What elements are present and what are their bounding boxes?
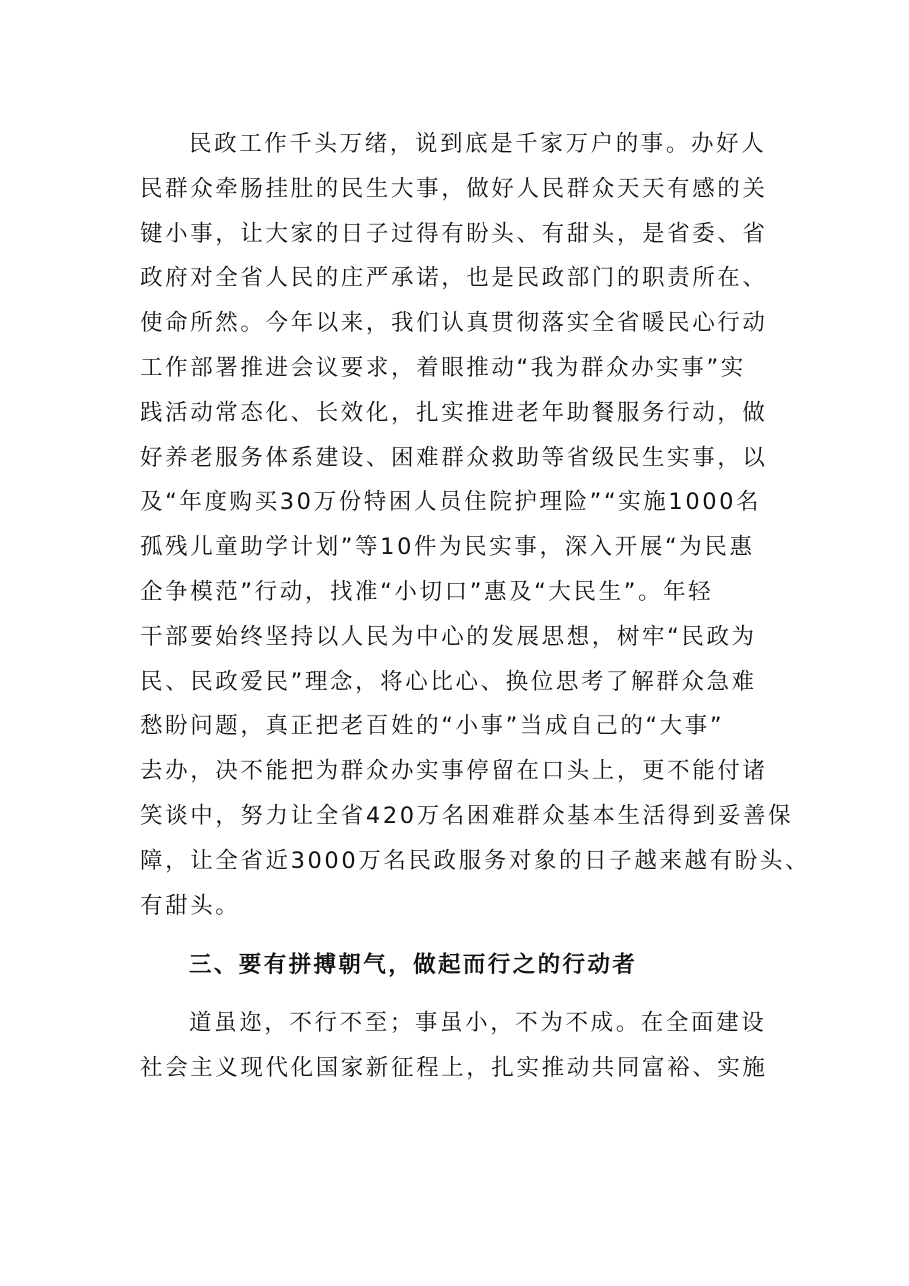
text-line: 及“年度购买30万份特困人员住院护理险”“实施1000名 [140,489,762,516]
text-line: 笑谈中，努力让全省420万名困难群众基本生活得到妥善保 [140,802,794,829]
text-line: 有甜头。 [140,892,241,919]
document-body [140,122,811,1091]
text-line: 企争模范”行动，找准“小切口”惠及“大民生”。年轻 [140,578,714,605]
text-line: 政府对全省人民的庄严承诺，也是民政部门的职责所在、 [140,265,768,292]
text-line: 干部要始终坚持以人民为中心的发展思想，树牢“民政为 [140,623,757,650]
text-line: 好养老服务体系建设、困难群众救助等省级民生实事，以 [140,444,768,471]
text-line: 道虽迩，不行不至；事虽小，不为不成。在全面建设 [189,1010,767,1037]
paragraph-1 [140,122,811,928]
text-line: 孤残儿童助学计划”等10件为民实事，深入开展“为民惠 [140,534,755,561]
text-line: 践活动常态化、长效化，扎实推进老年助餐服务行动，做 [140,399,768,426]
text-line: 工作部署推进会议要求，着眼推动“我为群众办实事”实 [140,354,746,381]
text-line: 社会主义现代化国家新征程上，扎实推动共同富裕、实施 [140,1055,768,1082]
text-line: 民政工作千头万绪，说到底是千家万户的事。办好人 [189,131,767,157]
text-line: 民、民政爱民”理念，将心比心、换位思考了解群众急难 [140,668,757,695]
text-line: 障，让全省近3000万名民政服务对象的日子越来越有盼头、 [140,847,811,874]
text-line: 愁盼问题，真正把老百姓的“小事”当成自己的“大事” [140,713,725,740]
text-line: 键小事，让大家的日子过得有盼头、有甜头，是省委、省 [140,220,768,247]
paragraph-2 [140,1001,780,1091]
section-heading: 三、要有拼搏朝气，做起而行之的行动者 [189,952,638,979]
text-line: 使命所然。今年以来，我们认真贯彻落实全省暖民心行动 [140,310,768,337]
text-line: 民群众牵肠挂肚的民生大事，做好人民群众天天有感的关 [140,175,768,202]
text-line: 去办，决不能把为群众办实事停留在口头上，更不能付诸 [140,758,768,785]
